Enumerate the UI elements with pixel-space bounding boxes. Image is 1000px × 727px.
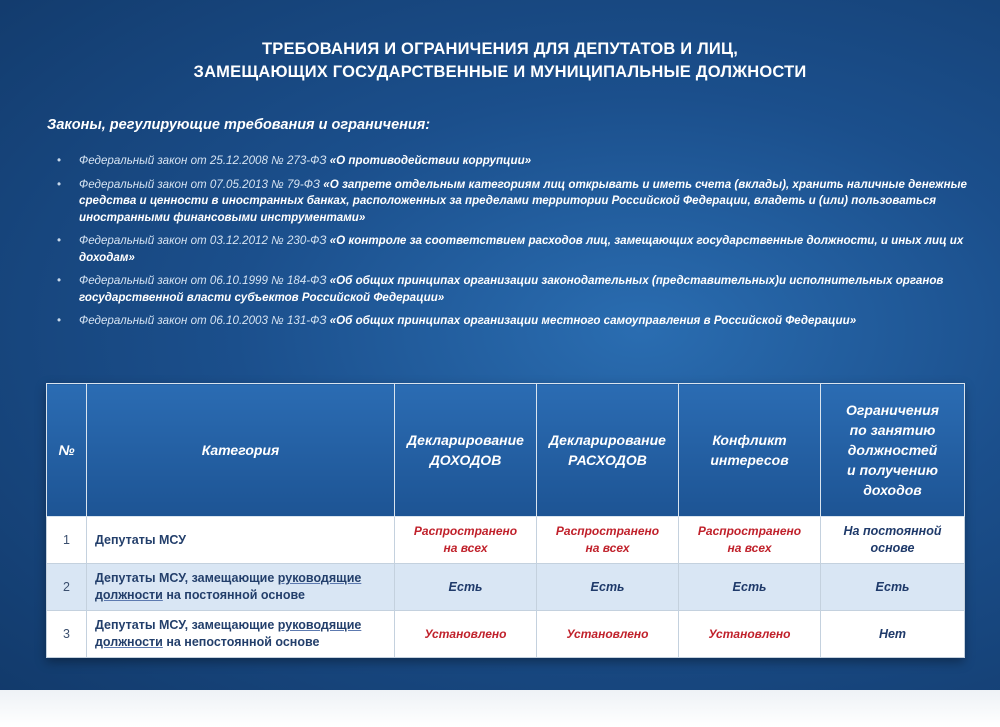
cell-expense: Установлено <box>537 611 679 658</box>
law-title: «Об общих принципах организации законодательных (представительных)и исполнительных органов государственной власти субъектов Российской Федерации» <box>79 274 944 304</box>
cell-expense <box>537 517 679 564</box>
header-num: № <box>47 384 87 517</box>
law-item <box>57 177 972 227</box>
category-underlined: должности <box>95 588 163 602</box>
header-line: Ограничения <box>846 402 939 418</box>
law-item <box>57 233 972 266</box>
bullet-icon: • <box>57 274 62 287</box>
cell-income: Установлено <box>395 611 537 658</box>
row-number: 2 <box>47 564 87 611</box>
cell-line: основе <box>870 541 915 555</box>
cell-line: Распространено <box>555 524 660 538</box>
cell-line: на всех <box>585 541 630 555</box>
cell-line: Распространено <box>697 524 802 538</box>
bullet-icon: • <box>57 177 62 191</box>
header-restrictions <box>821 384 965 517</box>
law-item <box>57 313 972 330</box>
table-row <box>47 517 965 564</box>
law-suffix: , и иных лиц их доходам» <box>79 234 964 264</box>
title-line-2: ЗАМЕЩАЮЩИХ ГОСУДАРСТВЕННЫЕ И МУНИЦИПАЛЬНЫЕ ДОЛЖНОСТИ <box>193 63 807 81</box>
law-prefix: Федеральный закон от 07.05.2013 № 79-ФЗ <box>79 177 324 191</box>
cell-income: Есть <box>395 564 537 611</box>
title-line-1: ТРЕБОВАНИЯ И ОГРАНИЧЕНИЯ ДЛЯ ДЕПУТАТОВ И ЛИЦ, <box>261 40 739 58</box>
cell-line: на всех <box>443 541 488 555</box>
category-text: на непостоянной основе <box>162 635 320 649</box>
header-line: Конфликт <box>712 432 787 448</box>
law-title: «Об общих принципах организации местного самоуправления в Российской Федерации» <box>329 314 857 327</box>
bullet-icon: • <box>57 154 62 167</box>
bullet-icon: • <box>57 234 62 247</box>
law-item <box>57 153 972 170</box>
cell-restrictions: Нет <box>821 611 965 658</box>
law-title: «О противодействии коррупции» <box>329 154 532 167</box>
page-bottom-strip <box>0 690 1000 727</box>
row-number: 3 <box>47 611 87 658</box>
category-underlined: руководящие <box>277 618 362 632</box>
row-number: 1 <box>47 517 87 564</box>
law-prefix: Федеральный закон от 03.12.2012 № 230-ФЗ <box>79 234 330 247</box>
table-header-row <box>47 384 965 517</box>
header-line: Декларирование <box>549 432 666 448</box>
header-line: должностей <box>847 442 938 458</box>
category-text: Депутаты МСУ <box>95 532 187 547</box>
cell-line: на всех <box>727 541 772 555</box>
row-category <box>87 564 395 611</box>
category-text: Депутаты МСУ, замещающие <box>95 571 278 585</box>
header-line: РАСХОДОВ <box>568 452 647 468</box>
cell-restrictions <box>821 517 965 564</box>
law-prefix: Федеральный закон от 25.12.2008 № 273-ФЗ <box>79 154 330 167</box>
header-line: по занятию <box>849 422 936 438</box>
row-category <box>87 517 395 564</box>
cell-restrictions: Есть <box>821 564 965 611</box>
category-text: на постоянной основе <box>162 588 305 602</box>
header-line: интересов <box>710 452 789 468</box>
table-row <box>47 611 965 658</box>
cell-income <box>395 517 537 564</box>
header-category: Категория <box>87 384 395 517</box>
category-underlined: руководящие <box>277 571 362 585</box>
cell-expense: Есть <box>537 564 679 611</box>
cell-conflict: Установлено <box>679 611 821 658</box>
law-title: «О запрете отдельным категориям лиц открывать и иметь счета (вклады), хранить наличные денежные средства и ценности в иностранных банках, расположенных за пределами территории Российской Федерации, владеть и (или) пользоваться иностранными финансовыми инструментами» <box>79 177 967 224</box>
law-item <box>57 273 972 306</box>
header-line: ДОХОДОВ <box>429 452 502 468</box>
header-conflict-of-interest <box>679 384 821 517</box>
category-text: Депутаты МСУ, замещающие <box>95 618 278 632</box>
header-income-declaration <box>395 384 537 517</box>
category-underlined: должности <box>95 635 163 649</box>
bullet-icon: • <box>57 314 62 327</box>
cell-conflict: Есть <box>679 564 821 611</box>
cell-line: На постоянной <box>843 524 942 538</box>
law-prefix: Федеральный закон от 06.10.2003 № 131-ФЗ <box>79 314 330 327</box>
header-expense-declaration <box>537 384 679 517</box>
table-row <box>47 564 965 611</box>
cell-line: Распространено <box>413 524 518 538</box>
laws-list <box>57 153 972 337</box>
row-category <box>87 611 395 658</box>
header-line: Декларирование <box>407 432 524 448</box>
cell-conflict <box>679 517 821 564</box>
law-title: «О контроле за соответствием расходов лиц, замещающих государственные должности <box>329 234 875 247</box>
page-title <box>0 38 1000 84</box>
header-line: доходов <box>863 482 922 498</box>
header-line: и получению <box>847 462 938 478</box>
requirements-table <box>46 383 964 658</box>
law-prefix: Федеральный закон от 06.10.1999 № 184-ФЗ <box>79 274 330 287</box>
laws-heading: Законы, регулирующие требования и ограничения: <box>47 117 431 133</box>
